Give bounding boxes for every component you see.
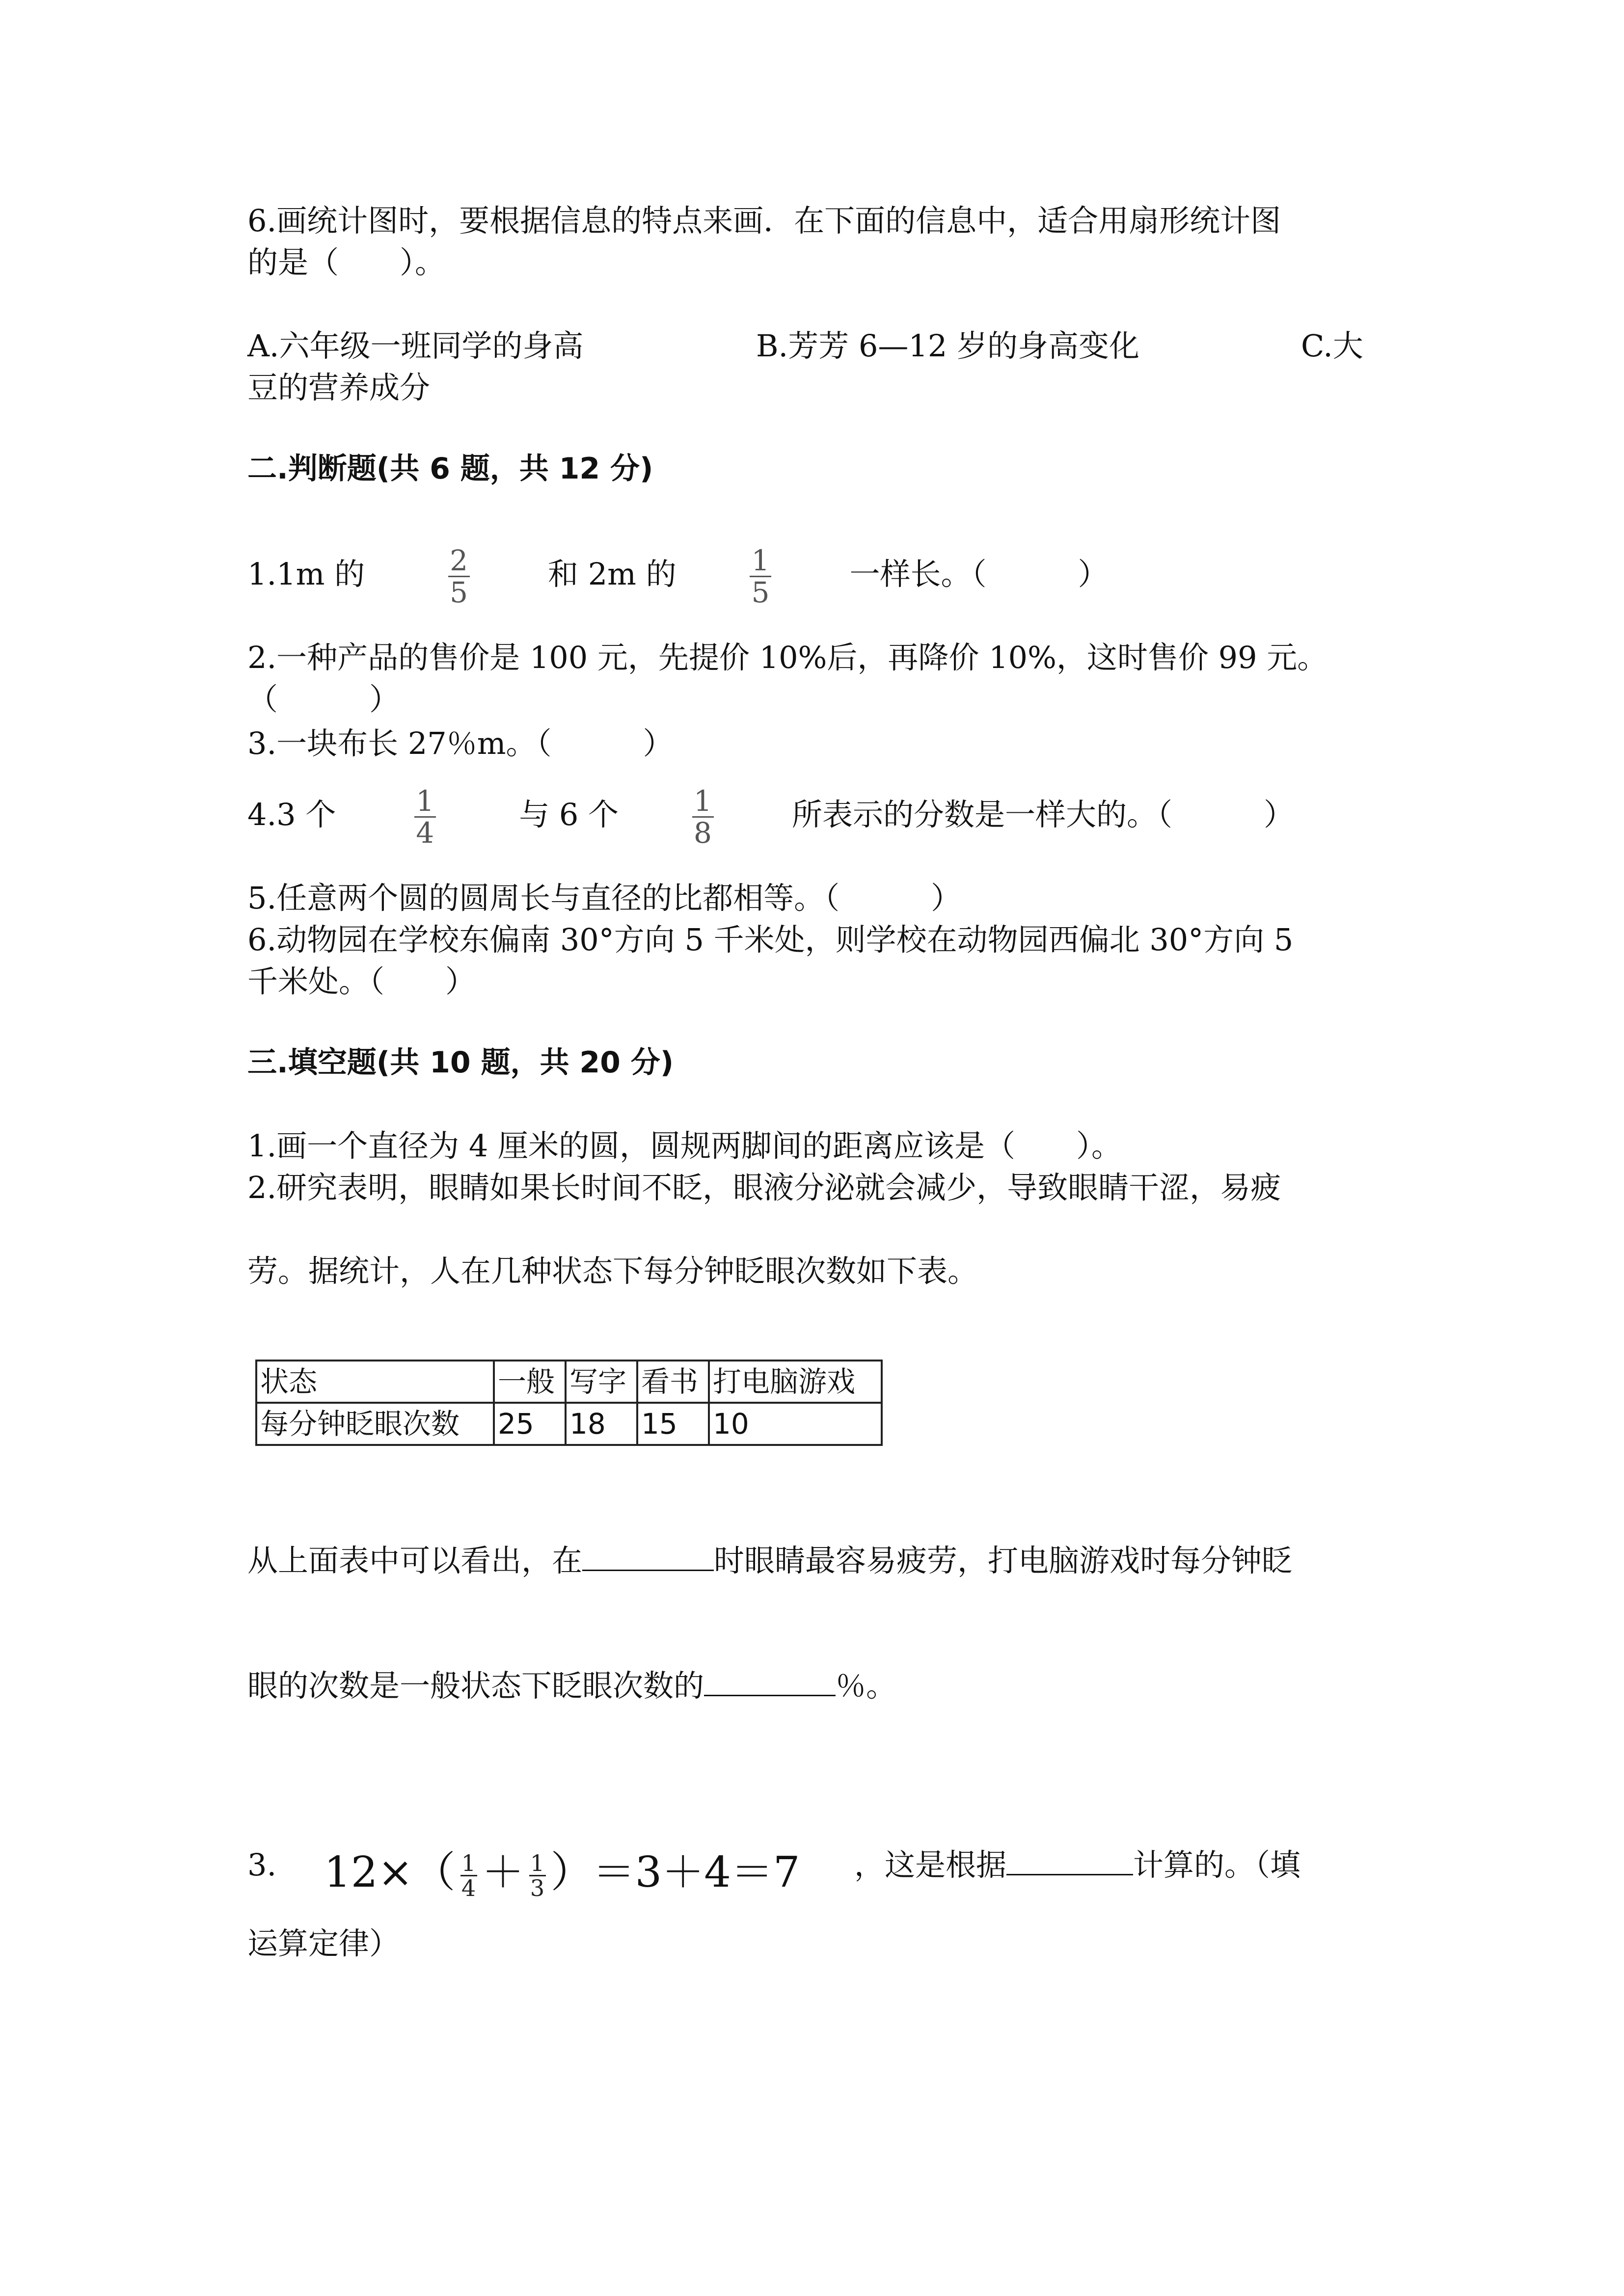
table-cell: 状态 [256, 1361, 494, 1403]
fraction-2-5 [448, 545, 470, 608]
fraction-denominator: 4 [461, 1875, 476, 1901]
fraction-numerator: 2 [450, 544, 468, 578]
fraction-numerator: 1 [530, 1850, 545, 1876]
q6-option-a: A.六年级一班同学的身高 [247, 328, 584, 364]
fill-q2-sub2 [247, 1664, 896, 1708]
table-cell: 写字 [566, 1361, 637, 1403]
fraction-numerator: 1 [461, 1850, 476, 1876]
q6-stem-line1: 6.画统计图时，要根据信息的特点来画．在下面的信息中，适合用扇形统计图 [247, 203, 1281, 239]
fill-q2-sub2-post: ％。 [836, 1668, 897, 1704]
judge-q6-line1: 6.动物园在学校东偏南 30°方向 5 千米处，则学校在动物园西偏北 30°方向 5 [247, 922, 1294, 958]
judge-q3: 3.一块布长 27％m。（ ） [247, 725, 674, 761]
fraction-numerator: 1 [694, 784, 712, 818]
q6-option-c-continued: 豆的营养成分 [247, 370, 431, 405]
fill-q2-line1: 2.研究表明，眼睛如果长时间不眨，眼液分泌就会减少，导致眼睛干涩，易疲 [247, 1170, 1281, 1205]
plus-sign: ＋ [482, 1848, 524, 1897]
judge-q2-line2: （ ） [247, 681, 400, 717]
answer-blank[interactable] [1006, 1843, 1133, 1875]
fraction-1-4 [414, 786, 436, 848]
fraction-denominator: 8 [694, 816, 712, 850]
table-row [256, 1361, 882, 1403]
blink-rate-table [255, 1360, 883, 1446]
judge-q5: 5.任意两个圆的圆周长与直径的比都相等。（ ） [247, 880, 962, 916]
judge-q4 [247, 780, 1294, 849]
table-cell: 25 [494, 1403, 566, 1445]
table-cell: 一般 [494, 1361, 566, 1403]
answer-blank[interactable] [704, 1664, 836, 1696]
judge-q1 [247, 540, 1109, 609]
fill-q2-sub1-pre: 从上面表中可以看出，在 [247, 1543, 583, 1578]
fill-q3-text-post: 计算的。（填 [1133, 1847, 1301, 1883]
section3-title: 三.填空题(共 10 题，共 20 分) [247, 1045, 674, 1080]
judge-q4-mid: 与 6 个 [519, 797, 619, 832]
fill-q3-text [854, 1843, 1300, 1887]
q6-option-b: B.芳芳 6—12 岁的身高变化 [756, 328, 1140, 364]
table-cell: 15 [637, 1403, 709, 1445]
fill-q2-line2: 劳。据统计，人在几种状态下每分钟眨眼次数如下表。 [247, 1253, 978, 1289]
table-cell: 看书 [637, 1361, 709, 1403]
section2-title: 二.判断题(共 6 题，共 12 分) [247, 452, 653, 486]
fill-q3-text-pre: ，这是根据 [854, 1847, 1007, 1883]
judge-q6-line2: 千米处。（ ） [247, 963, 476, 999]
judge-q1-mid: 和 2m 的 [547, 556, 677, 592]
fraction-denominator: 4 [416, 816, 434, 850]
answer-blank[interactable] [582, 1539, 714, 1571]
fraction-1-8 [692, 786, 714, 848]
fraction-1-4 [460, 1851, 477, 1900]
fraction-numerator: 1 [751, 544, 770, 578]
fill-q2-sub1 [247, 1539, 1292, 1583]
fill-q1: 1.画一个直径为 4 厘米的圆，圆规两脚间的距离应该是（ ）。 [247, 1128, 1122, 1164]
fill-q2-sub1-post: 时眼睛最容易疲劳，打电脑游戏时每分钟眨 [714, 1543, 1293, 1578]
fraction-denominator: 5 [450, 576, 468, 610]
table-cell: 打电脑游戏 [709, 1361, 882, 1403]
fraction-denominator: 5 [751, 576, 770, 610]
q6-option-c: C.大 [1301, 328, 1363, 364]
table-cell: 18 [566, 1403, 637, 1445]
fraction-numerator: 1 [416, 784, 434, 818]
formula-prefix: 12×（ [324, 1848, 456, 1897]
fraction-denominator: 3 [530, 1875, 545, 1901]
judge-q1-post: 一样长。（ ） [849, 556, 1109, 592]
judge-q4-post: 所表示的分数是一样大的。（ ） [791, 797, 1294, 832]
fraction-1-5 [750, 545, 771, 608]
fill-q2-sub2-pre: 眼的次数是一般状态下眨眼次数的 [247, 1668, 704, 1704]
q6-stem-line2: 的是（ ）。 [247, 244, 446, 280]
judge-q4-pre: 4.3 个 [247, 797, 336, 832]
judge-q2-line1: 2.一种产品的售价是 100 元，先提价 10%后，再降价 10%，这时售价 99 元。 [247, 640, 1328, 675]
formula-suffix: ）＝3＋4＝7 [550, 1848, 800, 1897]
fill-q3-number: 3. [247, 1847, 277, 1883]
table-cell: 每分钟眨眼次数 [256, 1403, 494, 1445]
table-row [256, 1403, 882, 1445]
fill-q3-line2: 运算定律） [247, 1925, 400, 1961]
fraction-1-3 [529, 1851, 546, 1900]
table-cell: 10 [709, 1403, 882, 1445]
fill-q3-formula [324, 1836, 800, 1909]
judge-q1-pre: 1.1m 的 [247, 556, 365, 592]
